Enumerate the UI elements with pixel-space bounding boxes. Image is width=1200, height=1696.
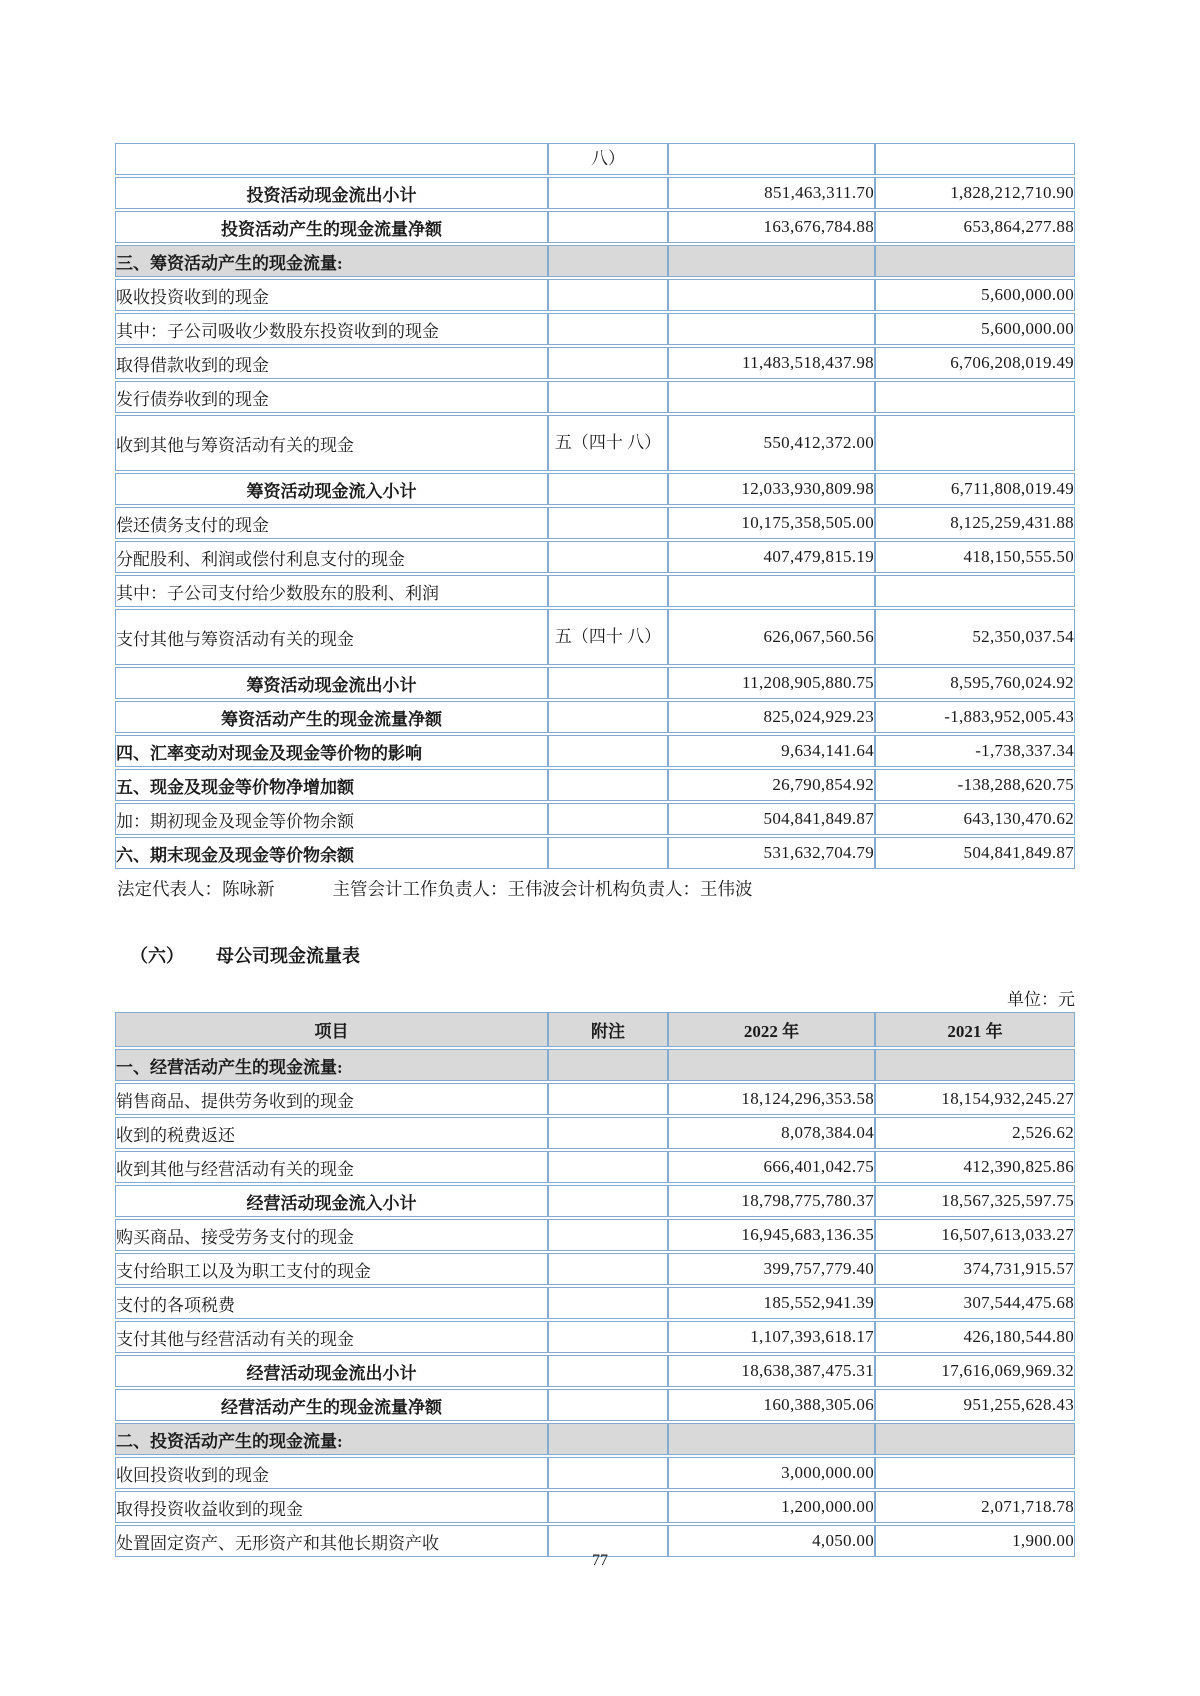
column-header-2022: 2022 年 (668, 1012, 875, 1047)
parent-company-cashflow-table (115, 1010, 1075, 1559)
table-row (115, 177, 1075, 209)
table-row (115, 1355, 1075, 1387)
value-2021-cell: 653,864,277.88 (875, 211, 1075, 243)
section-heading (130, 942, 360, 968)
table-row (115, 1423, 1075, 1455)
item-label-cell: 购买商品、接受劳务支付的现金 (115, 1219, 548, 1251)
item-label-cell: 取得借款收到的现金 (115, 347, 548, 379)
table-row (115, 1253, 1075, 1285)
value-2022-cell: 626,067,560.56 (668, 609, 875, 665)
item-label-cell: 经营活动现金流出小计 (115, 1355, 548, 1387)
value-2022-cell: 16,945,683,136.35 (668, 1219, 875, 1251)
item-label-cell: 支付其他与筹资活动有关的现金 (115, 609, 548, 665)
note-cell (548, 803, 668, 835)
table-row (115, 735, 1075, 767)
table-row (115, 1457, 1075, 1489)
table-row (115, 803, 1075, 835)
note-cell (548, 1083, 668, 1115)
value-2022-cell: 1,200,000.00 (668, 1491, 875, 1523)
value-2021-cell: 951,255,628.43 (875, 1389, 1075, 1421)
item-label-cell: 偿还债务支付的现金 (115, 507, 548, 539)
note-cell (548, 735, 668, 767)
table-row (115, 1151, 1075, 1183)
value-2021-cell: 418,150,555.50 (875, 541, 1075, 573)
accounting-managers-text: 主管会计工作负责人：王伟波会计机构负责人：王伟波 (332, 879, 753, 899)
table-row (115, 313, 1075, 345)
note-cell (548, 575, 668, 607)
table-row (115, 1117, 1075, 1149)
note-cell (548, 1355, 668, 1387)
table-row (115, 701, 1075, 733)
value-2021-cell (875, 143, 1075, 175)
item-label-cell (115, 143, 548, 175)
note-cell (548, 211, 668, 243)
table-row (115, 769, 1075, 801)
value-2021-cell (875, 381, 1075, 413)
value-2022-cell: 160,388,305.06 (668, 1389, 875, 1421)
value-2022-cell: 3,000,000.00 (668, 1457, 875, 1489)
value-2021-cell (875, 1049, 1075, 1081)
table2-body (115, 1012, 1075, 1557)
note-cell (548, 1151, 668, 1183)
table-row (115, 1389, 1075, 1421)
item-label-cell: 经营活动现金流入小计 (115, 1185, 548, 1217)
item-label-cell: 分配股利、利润或偿付利息支付的现金 (115, 541, 548, 573)
item-label-cell: 投资活动现金流出小计 (115, 177, 548, 209)
note-cell (548, 1185, 668, 1217)
value-2022-cell: 531,632,704.79 (668, 837, 875, 869)
value-2021-cell: 2,526.62 (875, 1117, 1075, 1149)
note-cell (548, 313, 668, 345)
value-2021-cell: 6,711,808,019.49 (875, 473, 1075, 505)
table1-body (115, 143, 1075, 869)
item-label-cell: 发行债券收到的现金 (115, 381, 548, 413)
item-label-cell: 筹资活动现金流入小计 (115, 473, 548, 505)
value-2022-cell: 11,483,518,437.98 (668, 347, 875, 379)
value-2022-cell: 11,208,905,880.75 (668, 667, 875, 699)
item-label-cell: 一、经营活动产生的现金流量: (115, 1049, 548, 1081)
item-label-cell: 其中：子公司支付给少数股东的股利、利润 (115, 575, 548, 607)
value-2021-cell: 18,567,325,597.75 (875, 1185, 1075, 1217)
note-cell (548, 837, 668, 869)
table-row (115, 667, 1075, 699)
note-cell (548, 1117, 668, 1149)
legal-representative-text: 法定代表人：陈咏新 (117, 879, 275, 899)
value-2022-cell: 185,552,941.39 (668, 1287, 875, 1319)
table-row (115, 1219, 1075, 1251)
table-row (115, 1049, 1075, 1081)
value-2022-cell: 550,412,372.00 (668, 415, 875, 471)
value-2021-cell: 5,600,000.00 (875, 279, 1075, 311)
value-2022-cell (668, 575, 875, 607)
table-row (115, 1185, 1075, 1217)
value-2022-cell: 18,638,387,475.31 (668, 1355, 875, 1387)
item-label-cell: 吸收投资收到的现金 (115, 279, 548, 311)
note-cell (548, 177, 668, 209)
item-label-cell: 经营活动产生的现金流量净额 (115, 1389, 548, 1421)
item-label-cell: 加：期初现金及现金等价物余额 (115, 803, 548, 835)
value-2022-cell: 504,841,849.87 (668, 803, 875, 835)
note-cell (548, 1287, 668, 1319)
table-row (115, 507, 1075, 539)
item-label-cell: 处置固定资产、无形资产和其他长期资产收 (115, 1525, 548, 1557)
table-header-row (115, 1012, 1075, 1047)
note-cell (548, 473, 668, 505)
value-2022-cell (668, 1423, 875, 1455)
signature-line (117, 876, 1075, 901)
item-label-cell: 投资活动产生的现金流量净额 (115, 211, 548, 243)
note-cell: 五（四十 八） (548, 609, 668, 665)
value-2022-cell (668, 245, 875, 277)
consolidated-cashflow-table-continued (115, 141, 1075, 871)
value-2022-cell: 407,479,815.19 (668, 541, 875, 573)
value-2022-cell: 851,463,311.70 (668, 177, 875, 209)
item-label-cell: 取得投资收益收到的现金 (115, 1491, 548, 1523)
section-title: 母公司现金流量表 (216, 946, 360, 966)
note-cell (548, 1253, 668, 1285)
value-2022-cell: 12,033,930,809.98 (668, 473, 875, 505)
item-label-cell: 销售商品、提供劳务收到的现金 (115, 1083, 548, 1115)
column-header-item: 项目 (115, 1012, 548, 1047)
item-label-cell: 支付给职工以及为职工支付的现金 (115, 1253, 548, 1285)
table-row (115, 473, 1075, 505)
table-row (115, 347, 1075, 379)
note-cell (548, 245, 668, 277)
note-cell (548, 347, 668, 379)
note-cell (548, 1219, 668, 1251)
value-2021-cell (875, 575, 1075, 607)
value-2022-cell: 26,790,854.92 (668, 769, 875, 801)
value-2022-cell: 4,050.00 (668, 1525, 875, 1557)
value-2022-cell: 666,401,042.75 (668, 1151, 875, 1183)
value-2021-cell: 412,390,825.86 (875, 1151, 1075, 1183)
table-row (115, 575, 1075, 607)
note-cell: 五（四十 八） (548, 415, 668, 471)
note-cell (548, 381, 668, 413)
note-cell (548, 1423, 668, 1455)
value-2022-cell (668, 143, 875, 175)
item-label-cell: 筹资活动产生的现金流量净额 (115, 701, 548, 733)
item-label-cell: 支付的各项税费 (115, 1287, 548, 1319)
value-2021-cell: 17,616,069,969.32 (875, 1355, 1075, 1387)
value-2021-cell: 16,507,613,033.27 (875, 1219, 1075, 1251)
note-cell (548, 1457, 668, 1489)
value-2021-cell: 1,828,212,710.90 (875, 177, 1075, 209)
value-2022-cell: 825,024,929.23 (668, 701, 875, 733)
value-2021-cell (875, 245, 1075, 277)
value-2021-cell (875, 1457, 1075, 1489)
item-label-cell: 四、汇率变动对现金及现金等价物的影响 (115, 735, 548, 767)
table-row (115, 143, 1075, 175)
value-2021-cell: -1,883,952,005.43 (875, 701, 1075, 733)
item-label-cell: 收到其他与经营活动有关的现金 (115, 1151, 548, 1183)
value-2022-cell: 163,676,784.88 (668, 211, 875, 243)
table-row (115, 279, 1075, 311)
value-2022-cell: 10,175,358,505.00 (668, 507, 875, 539)
unit-label: 单位：元 (1007, 990, 1075, 1009)
note-cell (548, 667, 668, 699)
note-cell (548, 1321, 668, 1353)
table-row (115, 1083, 1075, 1115)
section-number: （六） (130, 946, 184, 966)
table-row (115, 415, 1075, 471)
note-cell (548, 1389, 668, 1421)
item-label-cell: 二、投资活动产生的现金流量: (115, 1423, 548, 1455)
note-cell (548, 1049, 668, 1081)
value-2021-cell: 643,130,470.62 (875, 803, 1075, 835)
value-2022-cell (668, 279, 875, 311)
note-cell (548, 507, 668, 539)
value-2022-cell (668, 1049, 875, 1081)
value-2022-cell: 9,634,141.64 (668, 735, 875, 767)
item-label-cell: 筹资活动现金流出小计 (115, 667, 548, 699)
value-2022-cell: 18,124,296,353.58 (668, 1083, 875, 1115)
note-cell (548, 701, 668, 733)
note-cell (548, 279, 668, 311)
item-label-cell: 收到其他与筹资活动有关的现金 (115, 415, 548, 471)
value-2021-cell: -138,288,620.75 (875, 769, 1075, 801)
value-2022-cell: 399,757,779.40 (668, 1253, 875, 1285)
value-2021-cell: 2,071,718.78 (875, 1491, 1075, 1523)
value-2021-cell: 6,706,208,019.49 (875, 347, 1075, 379)
value-2021-cell: 18,154,932,245.27 (875, 1083, 1075, 1115)
table-row (115, 837, 1075, 869)
value-2021-cell (875, 1423, 1075, 1455)
table-row (115, 1287, 1075, 1319)
value-2021-cell (875, 415, 1075, 471)
value-2022-cell: 8,078,384.04 (668, 1117, 875, 1149)
value-2021-cell: 426,180,544.80 (875, 1321, 1075, 1353)
item-label-cell: 其中：子公司吸收少数股东投资收到的现金 (115, 313, 548, 345)
table-row (115, 381, 1075, 413)
table-row (115, 211, 1075, 243)
column-header-note: 附注 (548, 1012, 668, 1047)
table-row (115, 1321, 1075, 1353)
item-label-cell: 五、现金及现金等价物净增加额 (115, 769, 548, 801)
value-2022-cell: 1,107,393,618.17 (668, 1321, 875, 1353)
page-number: 77 (592, 1552, 608, 1569)
item-label-cell: 六、期末现金及现金等价物余额 (115, 837, 548, 869)
item-label-cell: 收到的税费返还 (115, 1117, 548, 1149)
value-2021-cell: 5,600,000.00 (875, 313, 1075, 345)
value-2021-cell: 52,350,037.54 (875, 609, 1075, 665)
item-label-cell: 支付其他与经营活动有关的现金 (115, 1321, 548, 1353)
value-2021-cell: 8,595,760,024.92 (875, 667, 1075, 699)
value-2022-cell (668, 381, 875, 413)
note-cell (548, 541, 668, 573)
item-label-cell: 三、筹资活动产生的现金流量: (115, 245, 548, 277)
value-2021-cell: 374,731,915.57 (875, 1253, 1075, 1285)
value-2021-cell: 8,125,259,431.88 (875, 507, 1075, 539)
note-cell: 八） (548, 143, 668, 175)
table-row (115, 541, 1075, 573)
column-header-2021: 2021 年 (875, 1012, 1075, 1047)
table-row (115, 245, 1075, 277)
value-2021-cell: -1,738,337.34 (875, 735, 1075, 767)
table-row (115, 1491, 1075, 1523)
value-2022-cell (668, 313, 875, 345)
note-cell (548, 769, 668, 801)
item-label-cell: 收回投资收到的现金 (115, 1457, 548, 1489)
table-row (115, 609, 1075, 665)
note-cell (548, 1491, 668, 1523)
value-2022-cell: 18,798,775,780.37 (668, 1185, 875, 1217)
value-2021-cell: 1,900.00 (875, 1525, 1075, 1557)
value-2021-cell: 504,841,849.87 (875, 837, 1075, 869)
value-2021-cell: 307,544,475.68 (875, 1287, 1075, 1319)
